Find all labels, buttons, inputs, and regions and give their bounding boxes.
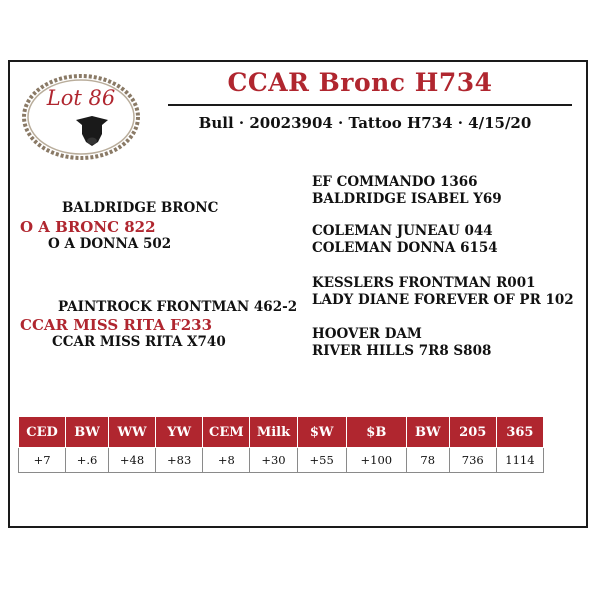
lot-logo [20,72,142,162]
epd-header-365: 365 [496,417,543,448]
lot-number: Lot 86 [46,86,116,110]
title-divider [168,104,572,106]
cow-head-icon [72,112,112,148]
animal-info: Bull · 20023904 · Tattoo H734 · 4/15/20 [198,114,532,132]
epd-header-cem: CEM [203,417,250,448]
ggp-3: COLEMAN JUNEAU 044 [312,223,493,239]
epd-value-actual-bw: 78 [406,448,449,473]
ggp-2: BALDRIDGE ISABEL Y69 [312,191,502,207]
sire: O A BRONC 822 [20,218,156,236]
epd-value-205: 736 [449,448,496,473]
epd-value-milk: +30 [250,448,297,473]
ggp-7: HOOVER DAM [312,326,422,342]
dam-dam: CCAR MISS RITA X740 [52,334,226,350]
ggp-4: COLEMAN DONNA 6154 [312,240,498,256]
epd-table [18,416,544,473]
epd-value-cem: +8 [203,448,250,473]
ggp-8: RIVER HILLS 7R8 S808 [312,343,492,359]
epd-value-yw: +83 [156,448,203,473]
ggp-5: KESSLERS FRONTMAN R001 [312,275,536,291]
epd-header-actual-bw: BW [406,417,449,448]
epd-header-milk: Milk [250,417,297,448]
sire-dam: O A DONNA 502 [48,236,172,252]
sire-sire: BALDRIDGE BRONC [62,200,219,216]
epd-header-yw: YW [156,417,203,448]
dam: CCAR MISS RITA F233 [20,316,213,334]
epd-header-ww: WW [108,417,155,448]
epd-header-row [19,417,544,448]
epd-header-ced: CED [19,417,66,448]
epd-value-bw: +.6 [66,448,109,473]
epd-value-dollar-b: +100 [346,448,406,473]
epd-value-dollar-w: +55 [297,448,346,473]
ggp-6: LADY DIANE FOREVER OF PR 102 [312,292,574,308]
ggp-1: EF COMMANDO 1366 [312,174,478,190]
epd-header-205: 205 [449,417,496,448]
epd-header-bw: BW [66,417,109,448]
epd-header-dollar-w: $W [297,417,346,448]
epd-value-row [19,448,544,473]
epd-value-ced: +7 [19,448,66,473]
epd-header-dollar-b: $B [346,417,406,448]
dam-sire: PAINTROCK FRONTMAN 462-2 [58,299,298,315]
epd-value-ww: +48 [108,448,155,473]
epd-value-365: 1114 [496,448,543,473]
animal-name: CCAR Bronc H734 [227,68,493,97]
